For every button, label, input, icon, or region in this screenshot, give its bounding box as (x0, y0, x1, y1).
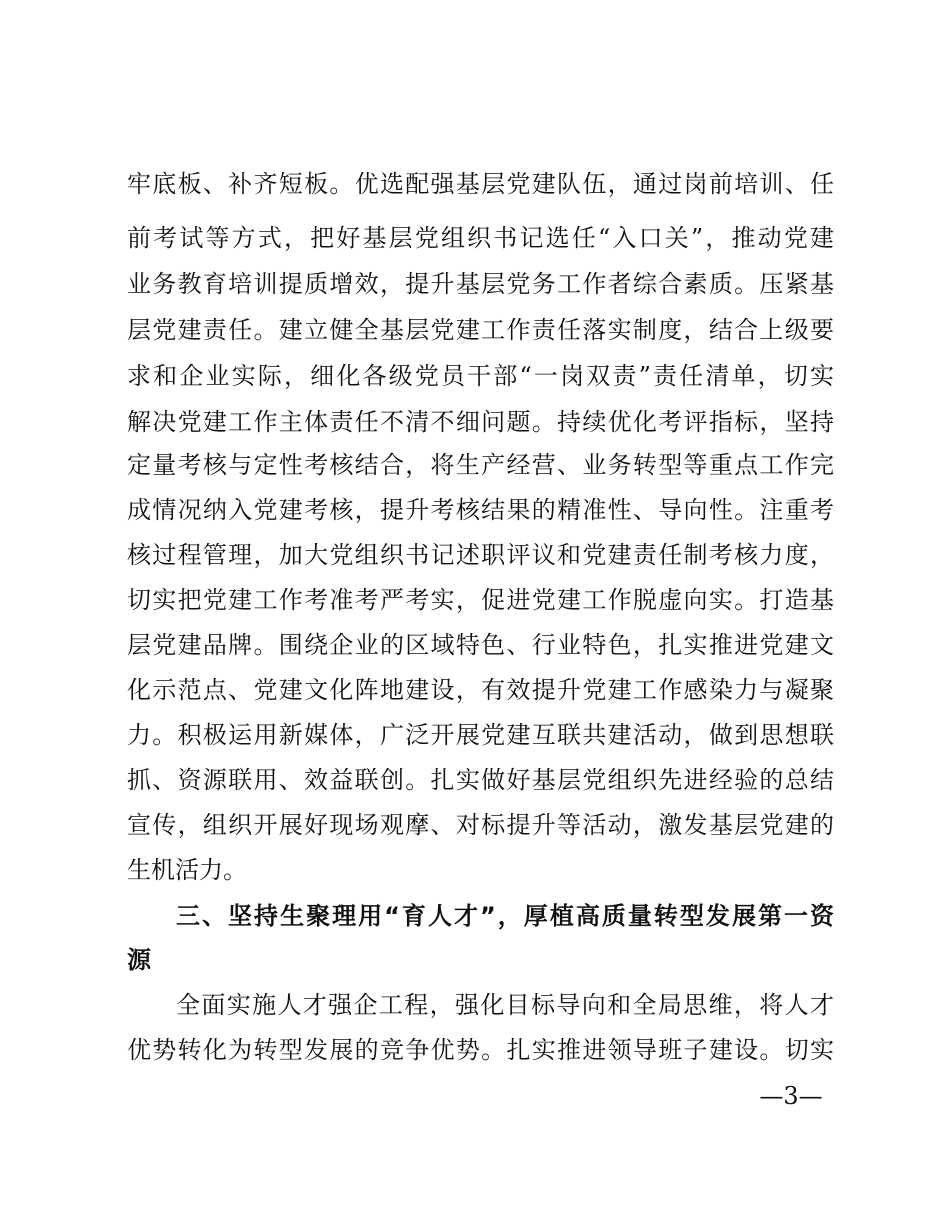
paragraph-line: 层党建责任。建立健全基层党建工作责任落实制度，结合上级要 (127, 316, 834, 344)
paragraph-line: 生机活力。 (127, 856, 247, 884)
section-heading-line-2: 源 (127, 946, 151, 974)
paragraph-line: 优势转化为转型发展的竞争优势。扎实推进领导班子建设。切实 (127, 1036, 834, 1064)
paragraph-line: 解决党建工作主体责任不清不细问题。持续优化考评指标，坚持 (127, 408, 834, 436)
paragraph-line: 前考试等方式，把好基层党组织书记选任“入口关”，推动党建 (127, 224, 834, 252)
paragraph-line: 牢底板、补齐短板。优选配强基层党建队伍，通过岗前培训、任 (127, 170, 834, 198)
paragraph-line: 宣传，组织开展好现场观摩、对标提升等活动，激发基层党建的 (127, 811, 834, 839)
paragraph-line: 切实把党建工作考准考严考实，促进党建工作脱虚向实。打造基 (127, 586, 834, 614)
section-heading-line-1: 三、坚持生聚理用“育人才”，厚植高质量转型发展第一资 (176, 902, 834, 930)
paragraph-line: 业务教育培训提质增效，提升基层党务工作者综合素质。压紧基 (127, 270, 834, 298)
paragraph-line: 成情况纳入党建考核，提升考核结果的精准性、导向性。注重考 (127, 496, 834, 524)
paragraph-line: 抓、资源联用、效益联创。扎实做好基层党组织先进经验的总结 (127, 766, 834, 794)
paragraph-line: 层党建品牌。围绕企业的区域特色、行业特色，扎实推进党建文 (127, 631, 834, 659)
paragraph-line: 全面实施人才强企工程，强化目标导向和全局思维，将人才 (176, 991, 834, 1019)
paragraph-line: 求和企业实际，细化各级党员干部“一岗双责”责任清单，切实 (127, 362, 834, 390)
paragraph-line: 定量考核与定性考核结合，将生产经营、业务转型等重点工作完 (127, 451, 834, 479)
page-number: —3— (759, 1082, 823, 1110)
paragraph-line: 核过程管理，加大党组织书记述职评议和党建责任制考核力度， (127, 541, 834, 569)
paragraph-line: 力。积极运用新媒体，广泛开展党建互联共建活动，做到思想联 (127, 721, 834, 749)
paragraph-line: 化示范点、党建文化阵地建设，有效提升党建工作感染力与凝聚 (127, 676, 834, 704)
